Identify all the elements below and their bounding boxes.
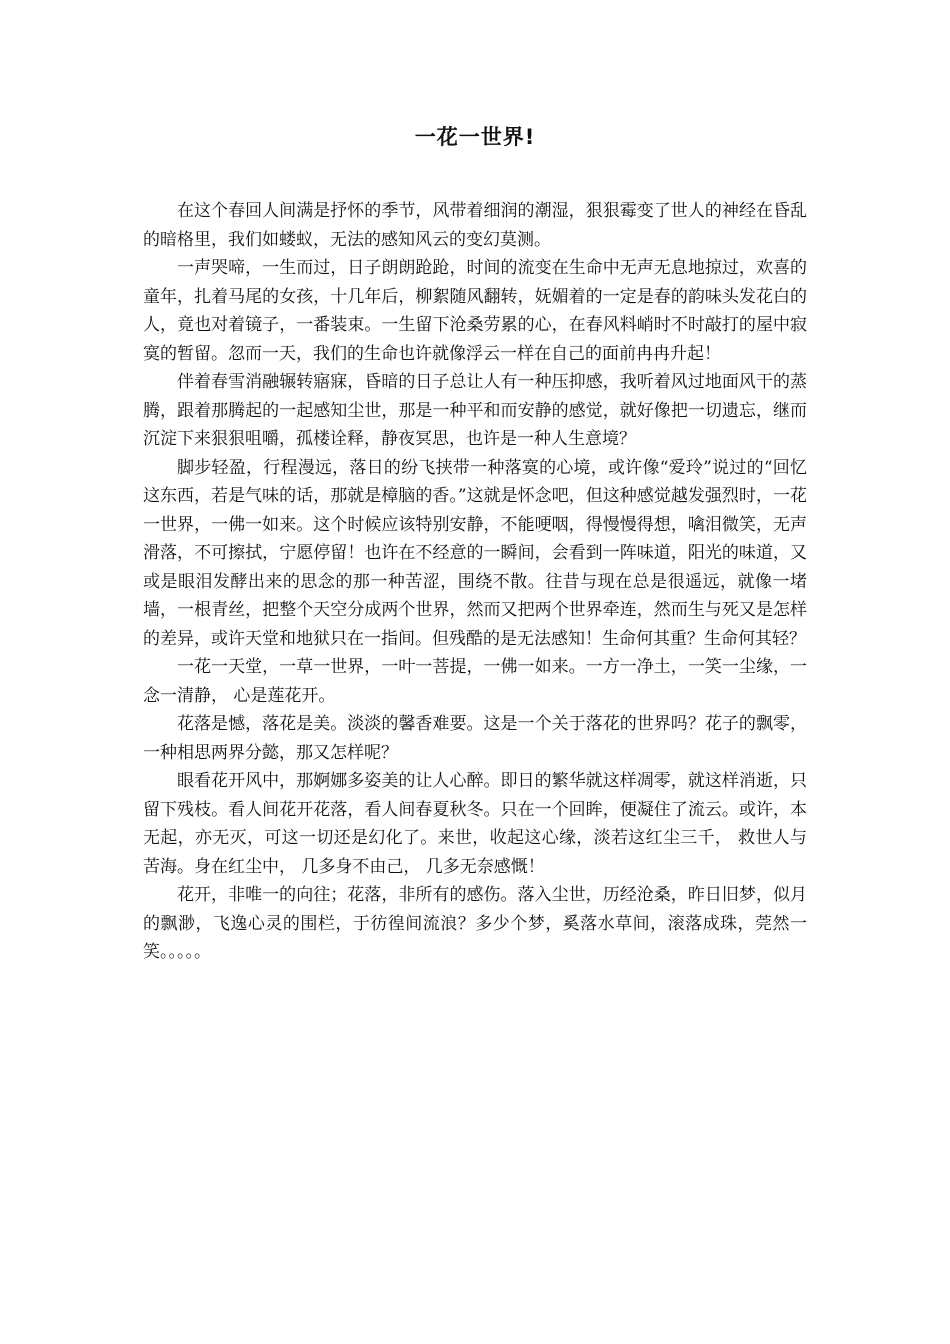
paragraph: 花落是憾，落花是美。淡淡的馨香难要。这是一个关于落花的世界吗？花子的飘零，一种相思两界分懿，那又怎样呢？ <box>143 714 807 763</box>
paragraph: 脚步轻盈，行程漫远，落日的纷飞挟带一种落寞的心境，或许像“爱玲”说过的“回忆这东西，若是气味的话，那就是樟脑的香。”这就是怀念吧，但这种感觉越发强烈时，一花一世界，一佛一如来。这个时候应该特别安静，不能哽咽，得慢慢得想，噙泪微笑，无声滑落，不可擦拭，宁愿停留！也许在不经意的一瞬间，会看到一阵味道，阳光的味道，又或是眼泪发酵出来的思念的那一种苦涩，围绕不散。往昔与现在总是很遥远，就像一堵墙，一根青丝，把整个天空分成两个世界，然而又把两个世界牵连，然而生与死又是怎样的差异，或许天堂和地狱只在一指间。但残酷的是无法感知！生命何其重？生命何其轻？ <box>143 457 807 649</box>
paragraph: 眼看花开风中，那婀娜多姿美的让人心醉。即日的繁华就这样凋零，就这样消逝，只留下残枝。看人间花开花落，看人间春夏秋冬。只在一个回眸，便凝住了流云。或许，本无起，亦无灭，可这一切还是幻化了。来世，收起这心缘，淡若这红尘三千， 救世人与苦海。身在红尘中， 几多身不由己， 几多无奈感慨！ <box>143 771 807 877</box>
paragraph: 伴着春雪消融辗转寤寐，昏暗的日子总让人有一种压抑感，我听着风过地面风干的蒸腾，跟着那腾起的一起感知尘世，那是一种平和而安静的感觉，就好像把一切遗忘，继而沉淀下来狠狠咀嚼，孤楼诠释，静夜冥思，也许是一种人生意境？ <box>143 372 807 449</box>
document-body <box>143 197 807 967</box>
paragraph: 一声哭啼，一生而过，日子朗朗跄跄，时间的流变在生命中无声无息地掠过，欢喜的童年，扎着马尾的女孩，十几年后，柳絮随风翻转，妩媚着的一定是春的韵味头发花白的人，竟也对着镜子，一番装束。一生留下沧桑劳累的心，在春风料峭时不时敲打的屋中寂寞的暂留。忽而一天，我们的生命也许就像浮云一样在自己的面前冉冉升起！ <box>143 258 807 364</box>
paragraph: 在这个春回人间满是抒怀的季节，风带着细润的潮湿，狠狠霉变了世人的神经在昏乱的暗格里，我们如蝼蚁，无法的感知风云的变幻莫测。 <box>143 201 807 250</box>
paragraph: 花开，非唯一的向往；花落，非所有的感伤。落入尘世，历经沧桑，昨日旧梦，似月的飘渺，飞逸心灵的围栏，于彷徨间流浪？多少个梦，奚落水草间，滚落成珠，莞然一笑。。。。。 <box>143 885 807 962</box>
document-title: 一花一世界! <box>414 125 536 149</box>
paragraph: 一花一天堂，一草一世界，一叶一菩提，一佛一如来。一方一净土，一笑一尘缘，一念一清静， 心是莲花开。 <box>143 657 807 706</box>
